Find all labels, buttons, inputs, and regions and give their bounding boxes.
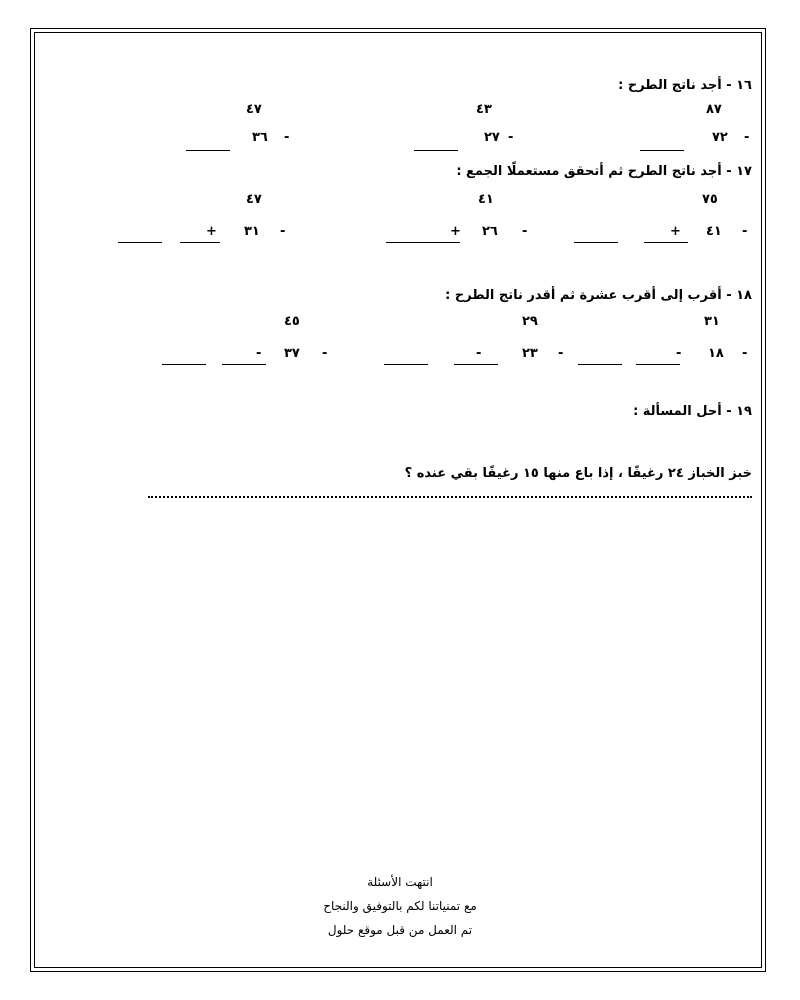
q16-heading: ١٦ - أجد ناتج الطرح : bbox=[618, 78, 752, 93]
q18-item2-sign: - bbox=[476, 346, 482, 361]
q18-item3-answer-line[interactable] bbox=[162, 364, 206, 365]
q16-item3-top: ٤٧ bbox=[246, 102, 262, 117]
q18-item2-top: ٢٩ bbox=[522, 314, 538, 329]
q16-item2-top: ٤٣ bbox=[476, 102, 492, 117]
q17-item2-plus: + bbox=[450, 224, 461, 239]
q16-item3-bottom: ٣٦ bbox=[252, 130, 268, 145]
q17-item3-top: ٤٧ bbox=[246, 192, 262, 207]
q18-item1-minus: - bbox=[742, 346, 748, 361]
q16-item1-bottom: ٧٢ bbox=[712, 130, 728, 145]
q17-heading: ١٧ - أجد ناتج الطرح ثم أتحقق مستعملًا الجمع : bbox=[456, 164, 752, 179]
q18-item2-minus: - bbox=[558, 346, 564, 361]
q16-item2-answer-line[interactable] bbox=[414, 150, 458, 151]
footer-line-wishes: مع تمنياتنا لكم بالتوفيق والنجاح bbox=[323, 899, 477, 913]
q17-item1-minus: - bbox=[742, 224, 748, 239]
q18-item2-estimate-line[interactable] bbox=[454, 364, 498, 365]
q18-item3-bottom: ٣٧ bbox=[284, 346, 300, 361]
q16-item3-minus: - bbox=[284, 130, 290, 145]
q18-item3-estimate-line[interactable] bbox=[222, 364, 266, 365]
q18-item1-answer-line[interactable] bbox=[578, 364, 622, 365]
q19-problem-text: خبز الخباز ٢٤ رغيفًا ، إذا باع منها ١٥ رغيفًا بقي عنده ؟ bbox=[404, 466, 752, 481]
q18-item2-answer-line[interactable] bbox=[384, 364, 428, 365]
q18-item3-minus: - bbox=[322, 346, 328, 361]
q16-item2-bottom: ٢٧ bbox=[484, 130, 500, 145]
q17-item1-check-line[interactable] bbox=[644, 242, 688, 243]
q18-item3-sign: - bbox=[256, 346, 262, 361]
q19-heading: ١٩ - أحل المسألة : bbox=[633, 404, 752, 419]
q18-item1-top: ٣١ bbox=[704, 314, 720, 329]
q16-item1-top: ٨٧ bbox=[706, 102, 722, 117]
q16-item3-answer-line[interactable] bbox=[186, 150, 230, 151]
q16-item1-answer-line[interactable] bbox=[640, 150, 684, 151]
q17-item1-plus: + bbox=[670, 224, 681, 239]
footer-line-credit: تم العمل من قبل موقع حلول bbox=[327, 923, 473, 937]
footer-line-end: انتهت الأسئلة bbox=[367, 875, 433, 889]
q17-item2-minus: - bbox=[522, 224, 528, 239]
q18-item3-top: ٤٥ bbox=[284, 314, 300, 329]
q17-item3-minus: - bbox=[280, 224, 286, 239]
q18-item1-sign: - bbox=[676, 346, 682, 361]
q17-item3-bottom: ٣١ bbox=[244, 224, 260, 239]
q17-item2-answer-line[interactable] bbox=[386, 242, 460, 243]
q18-heading: ١٨ - أقرب إلى أقرب عشرة ثم أقدر ناتج الطرح : bbox=[445, 288, 752, 303]
q17-item3-check-line[interactable] bbox=[180, 242, 220, 243]
q16-item2-minus: - bbox=[508, 130, 514, 145]
q17-item3-plus: + bbox=[206, 224, 217, 239]
q18-item1-bottom: ١٨ bbox=[708, 346, 724, 361]
q17-item3-answer-line[interactable] bbox=[118, 242, 162, 243]
q17-item1-top: ٧٥ bbox=[702, 192, 718, 207]
q18-item1-estimate-line[interactable] bbox=[636, 364, 680, 365]
q17-item1-bottom: ٤١ bbox=[706, 224, 722, 239]
q19-answer-dotted-line[interactable] bbox=[148, 496, 752, 498]
q17-item2-bottom: ٢٦ bbox=[482, 224, 498, 239]
q17-item1-answer-line[interactable] bbox=[574, 242, 618, 243]
q18-item2-bottom: ٢٣ bbox=[522, 346, 538, 361]
q16-item1-minus: - bbox=[744, 130, 750, 145]
q17-item2-top: ٤١ bbox=[478, 192, 494, 207]
